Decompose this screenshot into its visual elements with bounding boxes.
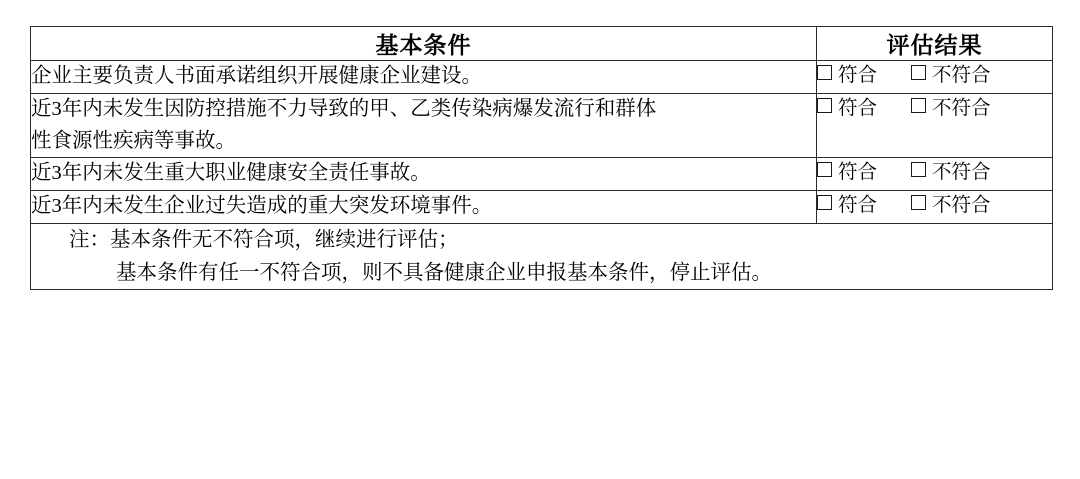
note-line-2: 基本条件有任一不符合项，则不具备健康企业申报基本条件，停止评估。 — [116, 261, 772, 284]
option-conform-2[interactable] — [817, 98, 877, 119]
checkbox-icon[interactable] — [911, 65, 926, 80]
condition-cell-4 — [31, 191, 817, 224]
evaluation-table — [30, 26, 1053, 290]
option-label: 不符合 — [932, 162, 991, 184]
result-options — [817, 191, 1052, 220]
checkbox-icon[interactable] — [817, 162, 832, 177]
option-label: 不符合 — [932, 97, 991, 119]
table-row — [31, 61, 1053, 94]
result-cell-2 — [817, 93, 1053, 158]
option-label: 符合 — [838, 162, 878, 184]
condition-cell-1 — [31, 61, 817, 94]
checkbox-icon[interactable] — [817, 195, 832, 210]
option-not-conform-3[interactable] — [911, 162, 991, 183]
result-cell-1 — [817, 61, 1053, 94]
column-header-condition: 基本条件 — [31, 27, 817, 61]
option-not-conform-1[interactable] — [911, 65, 991, 86]
note-cell — [31, 223, 1053, 290]
result-options — [817, 158, 1052, 187]
result-cell-4 — [817, 191, 1053, 224]
option-not-conform-2[interactable] — [911, 98, 991, 119]
checkbox-icon[interactable] — [911, 162, 926, 177]
condition-line: 近3年内未发生企业过失造成的重大突发环境事件。 — [31, 195, 493, 218]
option-label: 不符合 — [932, 195, 991, 217]
option-conform-3[interactable] — [817, 162, 877, 183]
option-label: 符合 — [838, 97, 878, 119]
checkbox-icon[interactable] — [911, 195, 926, 210]
option-conform-4[interactable] — [817, 195, 877, 216]
condition-line: 性食源性疾病等事故。 — [31, 129, 236, 152]
note-line-1: 注：基本条件无不符合项，继续进行评估； — [69, 228, 459, 251]
option-label: 符合 — [838, 195, 878, 217]
table-row — [31, 93, 1053, 158]
condition-line: 近3年内未发生重大职业健康安全责任事故。 — [31, 162, 431, 185]
condition-cell-2 — [31, 93, 817, 158]
table-row — [31, 191, 1053, 224]
result-options — [817, 94, 1052, 123]
result-options — [817, 61, 1052, 90]
result-cell-3 — [817, 158, 1053, 191]
condition-line: 企业主要负责人书面承诺组织开展健康企业建设。 — [31, 65, 482, 87]
option-label: 不符合 — [932, 65, 991, 86]
condition-line: 近3年内未发生因防控措施不力导致的甲、乙类传染病爆发流行和群体 — [31, 97, 657, 120]
table-note-row — [31, 223, 1053, 290]
column-header-result: 评估结果 — [817, 27, 1053, 61]
option-conform-1[interactable] — [817, 65, 877, 86]
table-row — [31, 158, 1053, 191]
checkbox-icon[interactable] — [817, 98, 832, 113]
option-label: 符合 — [838, 65, 878, 86]
table-header-row — [31, 27, 1053, 61]
condition-cell-3 — [31, 158, 817, 191]
option-not-conform-4[interactable] — [911, 195, 991, 216]
evaluation-table-container — [30, 26, 1052, 290]
checkbox-icon[interactable] — [911, 98, 926, 113]
checkbox-icon[interactable] — [817, 65, 832, 80]
